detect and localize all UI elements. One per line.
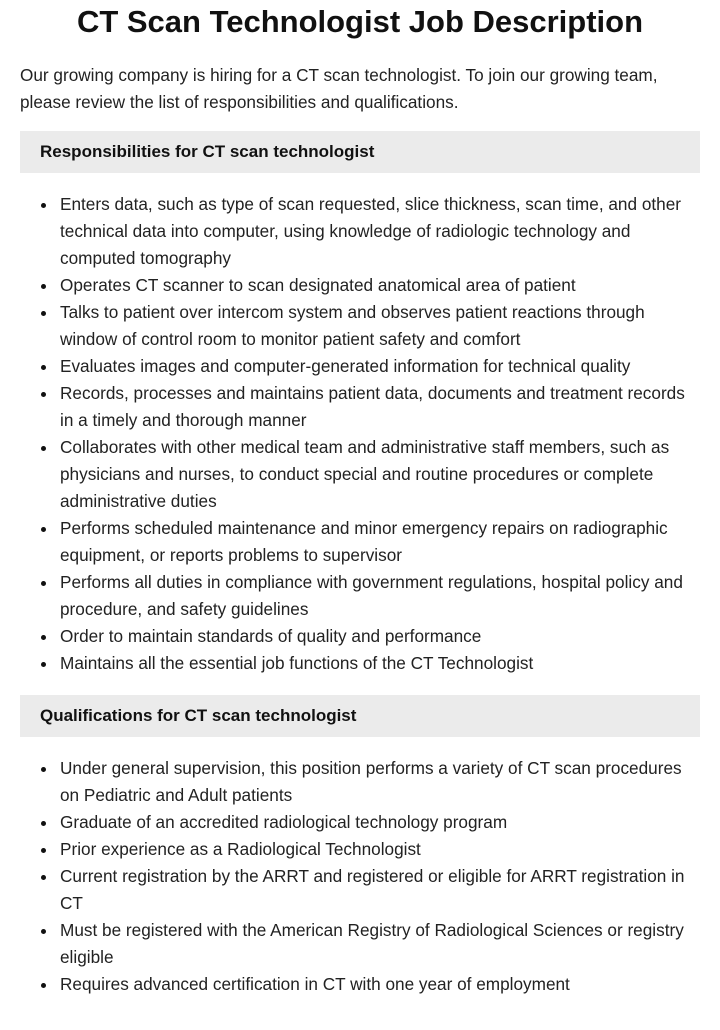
list-item-text: Maintains all the essential job functions of the CT Technologist: [60, 653, 534, 673]
qualifications-list: [20, 755, 700, 998]
qualifications-header: Qualifications for CT scan technologist: [20, 695, 700, 737]
list-item: [20, 569, 700, 623]
bullet-icon: [41, 929, 46, 934]
list-item-text: Current registration by the ARRT and registered or eligible for ARRT registration in CT: [60, 866, 685, 913]
list-item-text: Order to maintain standards of quality and performance: [60, 626, 482, 646]
list-item-text: Records, processes and maintains patient data, documents and treatment records in a timely and thorough manner: [60, 383, 685, 430]
responsibilities-header: Responsibilities for CT scan technologist: [20, 131, 700, 173]
list-item-text: Enters data, such as type of scan requested, slice thickness, scan time, and other technical data into computer, using knowledge of radiologic technology and computed tomography: [60, 194, 681, 268]
bullet-icon: [41, 203, 46, 208]
page-title: CT Scan Technologist Job Description: [76, 4, 644, 39]
list-item-text: Requires advanced certification in CT with one year of employment: [60, 974, 570, 994]
list-item: [20, 836, 700, 863]
list-item: [20, 809, 700, 836]
list-item: [20, 434, 700, 515]
list-item-text: Performs all duties in compliance with government regulations, hospital policy and procedure, and safety guidelines: [60, 572, 683, 619]
list-item-text: Must be registered with the American Registry of Radiological Sciences or registry eligible: [60, 920, 684, 967]
list-item: [20, 191, 700, 272]
list-item: [20, 623, 700, 650]
list-item: [20, 971, 700, 998]
bullet-icon: [41, 635, 46, 640]
list-item-text: Under general supervision, this position performs a variety of CT scan procedures on Pediatric and Adult patients: [60, 758, 682, 805]
bullet-icon: [41, 767, 46, 772]
bullet-icon: [41, 821, 46, 826]
bullet-icon: [41, 662, 46, 667]
bullet-icon: [41, 284, 46, 289]
list-item: [20, 755, 700, 809]
bullet-icon: [41, 581, 46, 586]
intro-paragraph: Our growing company is hiring for a CT scan technologist. To join our growing team, please review the list of responsibilities and qualifications.: [20, 65, 658, 112]
bullet-icon: [41, 875, 46, 880]
bullet-icon: [41, 392, 46, 397]
list-item-text: Collaborates with other medical team and administrative staff members, such as physicians and nurses, to conduct special and routine procedures or complete administrative duties: [60, 437, 670, 511]
bullet-icon: [41, 311, 46, 316]
responsibilities-list: [20, 191, 700, 677]
list-item-text: Evaluates images and computer-generated information for technical quality: [60, 356, 631, 376]
bullet-icon: [41, 848, 46, 853]
list-item: [20, 650, 700, 677]
list-item: [20, 380, 700, 434]
bullet-icon: [41, 365, 46, 370]
bullet-icon: [41, 983, 46, 988]
list-item: [20, 863, 700, 917]
list-item-text: Operates CT scanner to scan designated anatomical area of patient: [60, 275, 576, 295]
list-item: [20, 299, 700, 353]
list-item: [20, 353, 700, 380]
list-item-text: Prior experience as a Radiological Technologist: [60, 839, 421, 859]
list-item-text: Talks to patient over intercom system and observes patient reactions through window of control room to monitor patient safety and comfort: [60, 302, 645, 349]
list-item-text: Performs scheduled maintenance and minor emergency repairs on radiographic equipment, or reports problems to supervisor: [60, 518, 668, 565]
bullet-icon: [41, 527, 46, 532]
list-item: [20, 917, 700, 971]
list-item: [20, 272, 700, 299]
bullet-icon: [41, 446, 46, 451]
list-item: [20, 515, 700, 569]
list-item-text: Graduate of an accredited radiological technology program: [60, 812, 508, 832]
